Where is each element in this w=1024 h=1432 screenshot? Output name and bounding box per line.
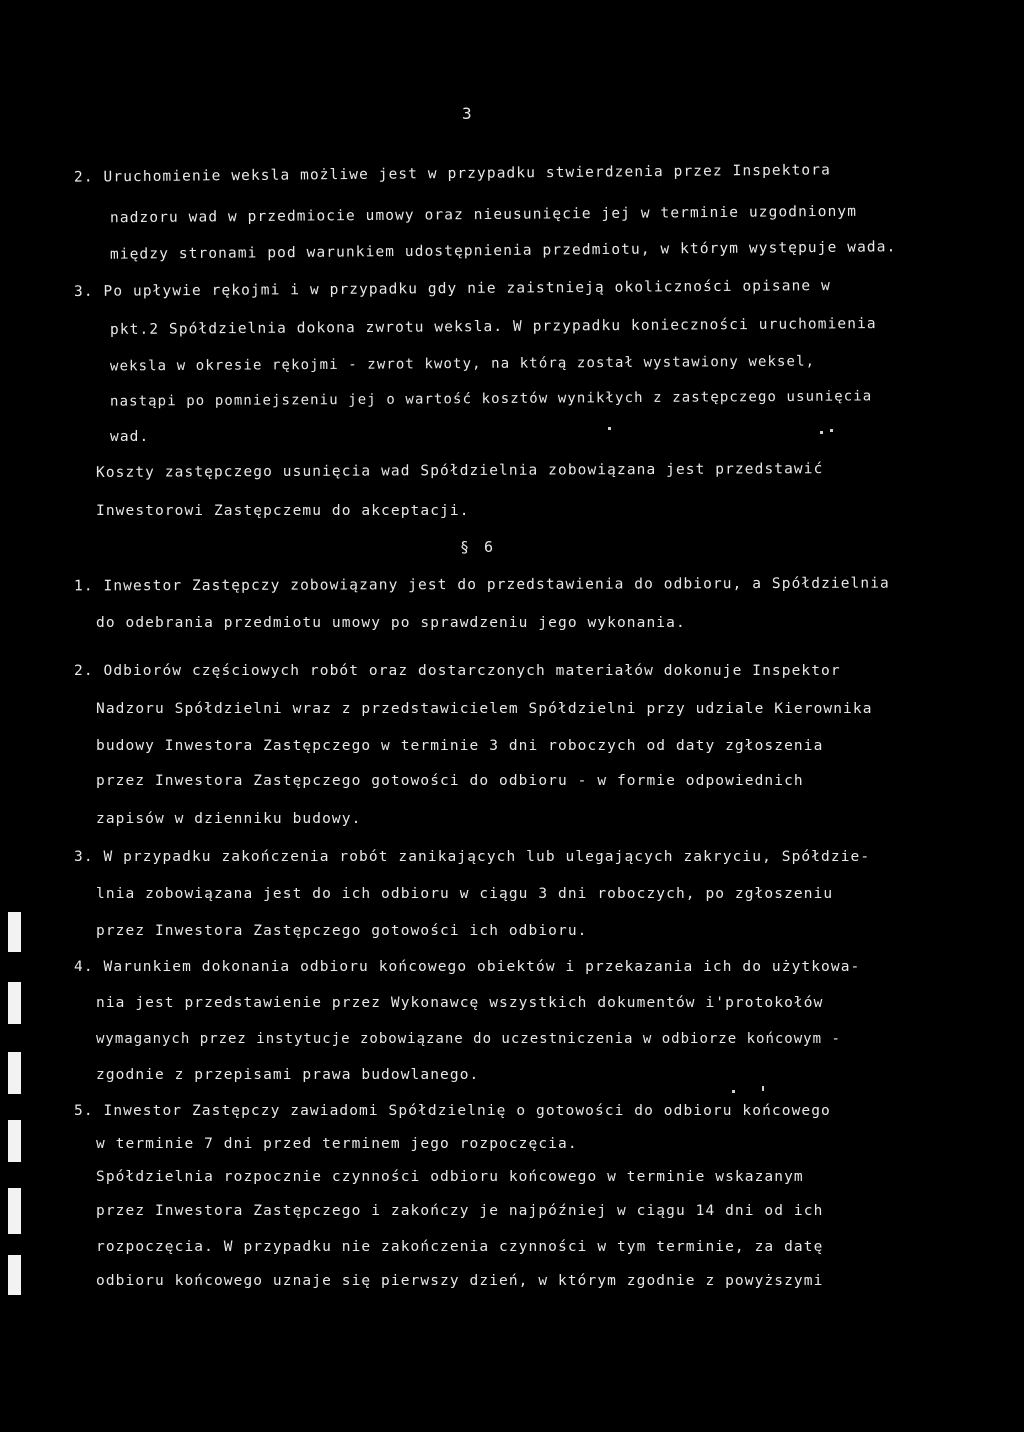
section-heading: § 6	[460, 538, 497, 556]
text-line: przez Inwestora Zastępczego i zakończy je najpóźniej w ciągu 14 dni od ich	[96, 1203, 824, 1219]
margin-binding-mark	[8, 1052, 21, 1094]
scan-speck	[608, 427, 611, 430]
text-line: Koszty zastępczego usunięcia wad Spółdzielnia zobowiązana jest przedstawić	[95, 461, 824, 481]
text-line: do odebrania przedmiotu umowy po sprawdzeniu jego wykonania.	[96, 615, 686, 631]
text-line: 3. Po upływie rękojmi i w przypadku gdy nie zaistnieją okoliczności opisane w	[73, 278, 831, 300]
margin-binding-mark	[8, 1255, 21, 1295]
text-line: przez Inwestora Zastępczego gotowości ich odbioru.	[96, 923, 588, 939]
text-line: między stronami pod warunkiem udostępnienia przedmiotu, w którym występuje wada.	[109, 239, 897, 263]
text-line: nadzoru wad w przedmiocie umowy oraz nieusunięcie jej w terminie uzgodnionym	[109, 203, 858, 227]
text-line: Inwestorowi Zastępczemu do akceptacji.	[96, 503, 470, 519]
text-line: nastąpi po pomniejszeniu jej o wartość kosztów wynikłych z zastępczego usunięcia	[109, 388, 873, 410]
scan-speck	[762, 1086, 764, 1091]
text-line: 2. Uruchomienie weksla możliwe jest w przypadku stwierdzenia przez Inspektora	[73, 162, 831, 186]
text-line: weksla w okresie rękojmi - zwrot kwoty, na którą został wystawiony weksel,	[109, 353, 816, 375]
text-line: przez Inwestora Zastępczego gotowości do odbioru - w formie odpowiednich	[96, 773, 804, 789]
text-line: w terminie 7 dni przed terminem jego rozpoczęcia.	[96, 1136, 578, 1152]
text-line: rozpoczęcia. W przypadku nie zakończenia czynności w tym terminie, za datę	[96, 1239, 824, 1255]
text-line: 4. Warunkiem dokonania odbioru końcowego obiektów i przekazania ich do użytkowa-	[74, 959, 861, 975]
page-number: 3	[462, 104, 473, 123]
text-line: odbioru końcowego uznaje się pierwszy dzień, w którym zgodnie z powyższymi	[96, 1273, 824, 1289]
text-line: 5. Inwestor Zastępczy zawiadomi Spółdzielnię o gotowości do odbioru końcowego	[74, 1103, 831, 1119]
text-line: 1. Inwestor Zastępczy zobowiązany jest do przedstawienia do odbioru, a Spółdzielnia	[73, 575, 890, 595]
scan-speck	[820, 431, 823, 434]
text-line: pkt.2 Spółdzielnia dokona zwrotu weksla. W przypadku konieczności uruchomienia	[109, 315, 877, 339]
text-line: wad.	[110, 429, 150, 445]
scan-speck	[732, 1090, 735, 1093]
text-line: Spółdzielnia rozpocznie czynności odbioru końcowego w terminie wskazanym	[96, 1169, 804, 1185]
text-line: lnia zobowiązana jest do ich odbioru w ciągu 3 dni roboczych, po zgłoszeniu	[96, 886, 834, 902]
text-line: budowy Inwestora Zastępczego w terminie 3 dni roboczych od daty zgłoszenia	[96, 738, 824, 754]
margin-binding-mark	[8, 982, 21, 1024]
text-line: 2. Odbiorów częściowych robót oraz dostarczonych materiałów dokonuje Inspektor	[74, 663, 841, 679]
text-line: 3. W przypadku zakończenia robót zanikających lub ulegających zakryciu, Spółdzie-	[74, 849, 871, 865]
scan-speck	[830, 429, 833, 432]
margin-binding-mark	[8, 1120, 21, 1162]
text-line: Nadzoru Spółdzielni wraz z przedstawicielem Spółdzielni przy udziale Kierownika	[96, 701, 873, 717]
text-line: nia jest przedstawienie przez Wykonawcę wszystkich dokumentów i'protokołów	[96, 995, 824, 1011]
margin-binding-mark	[8, 912, 21, 952]
margin-binding-mark	[8, 1188, 21, 1234]
text-line: wymaganych przez instytucje zobowiązane do uczestniczenia w odbiorze końcowym -	[96, 1031, 841, 1047]
text-line: zapisów w dzienniku budowy.	[96, 811, 362, 827]
text-line: zgodnie z przepisami prawa budowlanego.	[96, 1067, 480, 1083]
